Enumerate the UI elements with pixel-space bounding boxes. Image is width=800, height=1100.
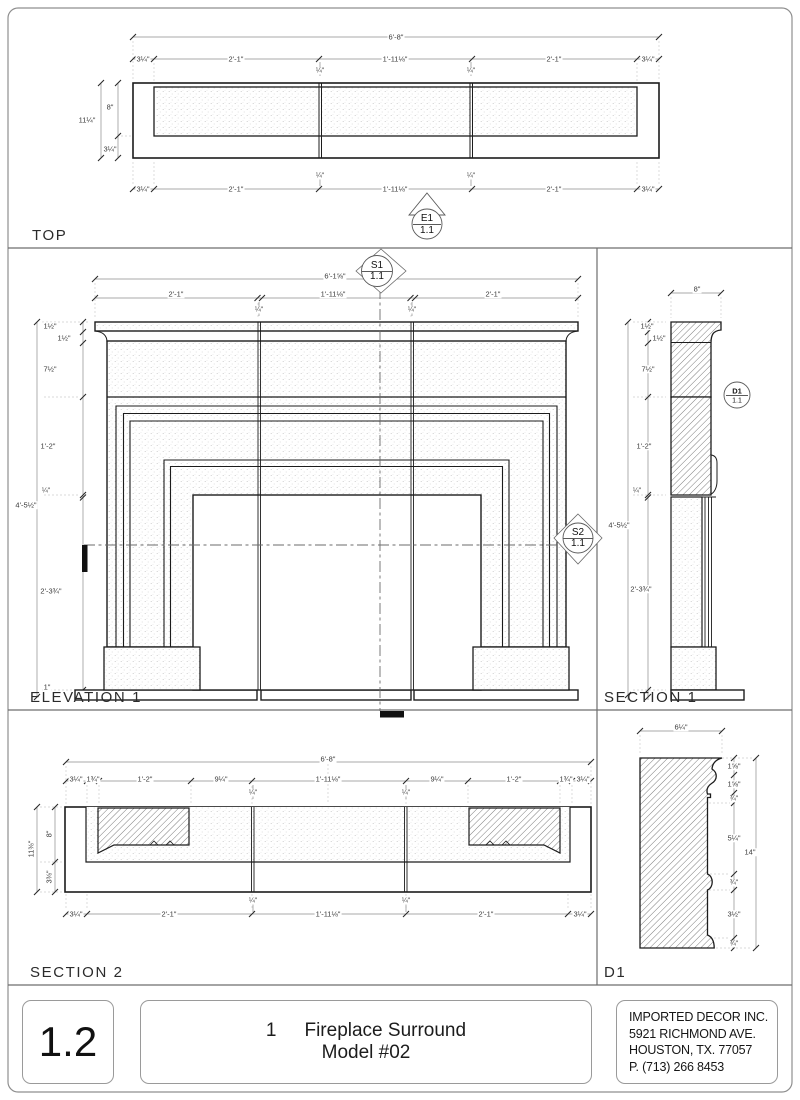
- dim-label: 2'-1": [161, 909, 177, 919]
- dim-label: 14": [744, 847, 756, 857]
- sheet-number: 1.2: [38, 1018, 98, 1065]
- view-label-elevation: ELEVATION 1: [30, 689, 143, 706]
- drawing-title: Fireplace Surround: [304, 1020, 467, 1042]
- dim-label: 1½": [640, 321, 654, 331]
- view-label-section1: SECTION 1: [604, 689, 698, 706]
- dim-label: 7½": [43, 364, 57, 374]
- dim-label: ¼": [248, 789, 258, 797]
- company-address-1: 5921 RICHMOND AVE.: [629, 1026, 756, 1041]
- callout-s1-sheet: 1.1: [370, 271, 384, 282]
- dim-label: ¼": [632, 487, 642, 495]
- dim-label: 1'-11⅛": [315, 774, 341, 784]
- dim-label: ¼": [401, 789, 411, 797]
- dim-label: 2'-1": [546, 184, 562, 194]
- section1-drawing: [671, 322, 744, 700]
- sheet-number-box: [22, 1000, 114, 1084]
- dim-label: 8": [44, 830, 54, 838]
- dim-label: 1½": [57, 333, 71, 343]
- dim-label: ¾": [729, 879, 739, 887]
- dim-label: ¼": [466, 172, 476, 180]
- company-address-2: HOUSTON, TX. 77057: [629, 1043, 753, 1057]
- company-box: [616, 1000, 778, 1084]
- dim-label: 6¼": [674, 722, 688, 732]
- dim-label: 1⅝": [727, 761, 741, 771]
- dim-label: 9¼": [430, 774, 444, 784]
- callout-s1-ref: S1: [370, 260, 384, 271]
- dim-label: 1'-11⅛": [315, 909, 341, 919]
- dim-label: 3¼": [136, 184, 150, 194]
- dim-label: 1'-2": [40, 441, 56, 451]
- dim-label: 1'-2": [636, 441, 652, 451]
- dim-label: 11⅜": [26, 840, 36, 858]
- dim-label: 2'-1": [485, 289, 501, 299]
- callout-e1-ref: E1: [420, 213, 434, 224]
- callout-e1-sheet: 1.1: [420, 225, 434, 236]
- dim-label: 4'-5½": [608, 520, 630, 530]
- dim-label: 11¼": [78, 115, 96, 125]
- elevation-drawing: [75, 322, 578, 700]
- dim-label: 3¼": [69, 909, 83, 919]
- dim-label: ¼": [315, 172, 325, 180]
- dim-label: ¼": [466, 67, 476, 75]
- dim-label: 2'-1": [478, 909, 494, 919]
- dim-label: 1½": [43, 321, 57, 331]
- dim-label: 6'-8": [388, 32, 404, 42]
- drawing-title-box: [140, 1000, 592, 1084]
- callout-d1-sheet: 1.1: [732, 397, 742, 405]
- dim-label: 6'-1⅝": [324, 271, 346, 281]
- dim-label: 3¼": [641, 54, 655, 64]
- dim-label: 7½": [641, 364, 655, 374]
- dim-label: 3¼": [641, 184, 655, 194]
- callout-s2-sheet: 1.1: [571, 538, 585, 549]
- dim-label: 8": [693, 284, 701, 294]
- dim-label: 1'-11⅛": [320, 289, 346, 299]
- dim-label: 1'-2": [506, 774, 522, 784]
- dim-label: 9¼": [214, 774, 228, 784]
- item-number: 1: [265, 1020, 277, 1042]
- view-label-top: TOP: [32, 227, 68, 244]
- dim-label: ¼": [41, 487, 51, 495]
- company-name: IMPORTED DECOR INC.: [629, 1010, 769, 1024]
- dim-label: 3¼": [103, 144, 117, 154]
- dim-label: 2'-1": [228, 184, 244, 194]
- company-phone: P. (713) 266 8453: [629, 1059, 725, 1074]
- dim-label: 4'-5½": [15, 500, 37, 510]
- dim-label: 3¼": [69, 774, 83, 784]
- dim-label: 3¼": [136, 54, 150, 64]
- dim-label: 3½": [727, 909, 741, 919]
- dim-label: 1½": [652, 333, 666, 343]
- dim-label: ¾": [729, 795, 739, 803]
- dim-label: 1": [43, 682, 51, 692]
- callout-d1-ref: D1: [732, 386, 742, 396]
- dim-label: ¼": [315, 67, 325, 75]
- dim-label: ¼": [401, 897, 411, 905]
- dim-label: ¾": [729, 940, 739, 948]
- dim-label: 3⅜": [44, 870, 54, 884]
- dim-label: 8": [106, 102, 114, 112]
- model-number: Model #02: [321, 1042, 411, 1063]
- dim-label: 6'-8": [320, 754, 336, 764]
- d1-detail-drawing: [640, 758, 722, 948]
- dim-label: 1⅝": [727, 779, 741, 789]
- dim-label: 2'-1": [546, 54, 562, 64]
- dim-label: 2'-3¾": [630, 584, 652, 594]
- dim-label: 2'-3¾": [40, 586, 62, 596]
- dim-label: 1'-11⅛": [382, 184, 408, 194]
- dim-label: ¼": [254, 306, 264, 314]
- dim-label: 2'-1": [228, 54, 244, 64]
- dim-label: 3¼": [576, 774, 590, 784]
- view-label-section2: SECTION 2: [30, 964, 124, 981]
- dim-label: ¼": [407, 306, 417, 314]
- dim-label: 1¾": [86, 774, 100, 784]
- callout-s2-ref: S2: [571, 527, 585, 538]
- dim-label: 1¾": [559, 774, 573, 784]
- top-view-drawing: [133, 83, 659, 158]
- dim-label: 3¼": [573, 909, 587, 919]
- dim-label: 1'-2": [137, 774, 153, 784]
- dim-label: 5¼": [727, 833, 741, 843]
- dim-label: 2'-1": [168, 289, 184, 299]
- dim-label: 1'-11⅛": [382, 54, 408, 64]
- view-label-d1: D1: [604, 964, 627, 981]
- section2-drawing: [65, 807, 591, 892]
- dim-label: ¼": [248, 897, 258, 905]
